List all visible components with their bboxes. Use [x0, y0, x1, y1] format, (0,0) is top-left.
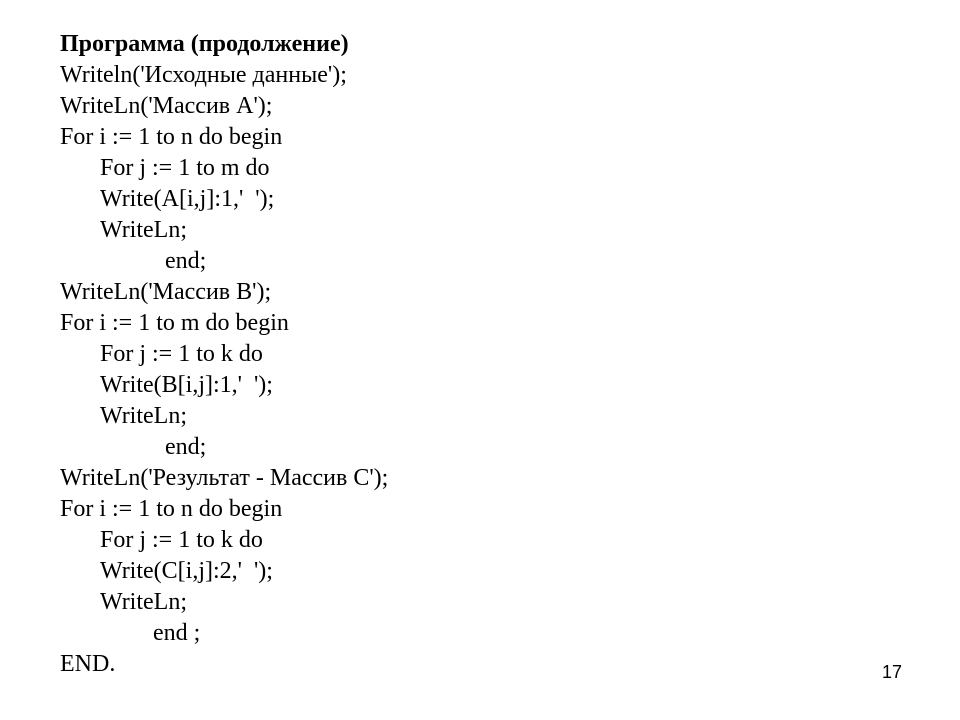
code-line: Write(A[i,j]:1,' ');	[100, 186, 275, 212]
code-line: Writeln('Исходные данные');	[60, 62, 347, 88]
code-line: WriteLn('Массив B');	[60, 279, 272, 305]
slide-heading: Программа (продолжение)	[60, 31, 349, 57]
page-number: 17	[882, 662, 903, 682]
code-line: WriteLn('Массив A');	[60, 93, 273, 119]
code-line: Write(C[i,j]:2,' ');	[100, 558, 273, 584]
code-line: For j := 1 to m do	[100, 155, 270, 181]
code-line: WriteLn;	[100, 589, 187, 615]
code-line: Write(B[i,j]:1,' ');	[100, 372, 273, 398]
code-line: For j := 1 to k do	[100, 527, 263, 553]
code-line: end;	[165, 248, 207, 274]
code-line: For j := 1 to k do	[100, 341, 263, 367]
code-line: For i := 1 to n do begin	[60, 496, 283, 522]
code-line: WriteLn;	[100, 217, 187, 243]
code-listing	[60, 29, 388, 680]
code-line: end ;	[153, 620, 201, 646]
code-line: END.	[60, 651, 116, 677]
code-line: For i := 1 to n do begin	[60, 124, 283, 150]
code-line: For i := 1 to m do begin	[60, 310, 289, 336]
code-line: end;	[165, 434, 207, 460]
code-line: WriteLn('Результат - Массив C');	[60, 465, 389, 491]
code-line: WriteLn;	[100, 403, 187, 429]
